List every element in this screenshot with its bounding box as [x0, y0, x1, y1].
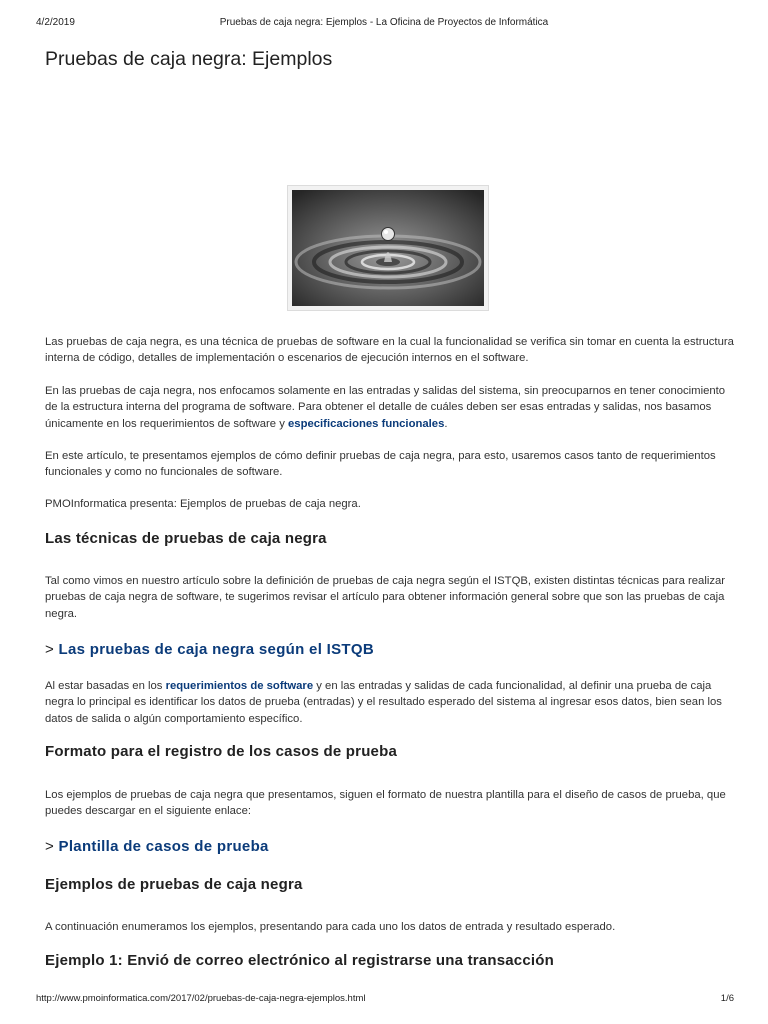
heading-formato: Formato para el registro de los casos de prueba: [45, 743, 398, 760]
intro-paragraph: Las pruebas de caja negra, es una técnica de pruebas de software en la cual la funcionalidad se verifica sin tomar en cuenta la estructura interna de código, detalles de implementación o escenarios de ejecución internos en el software.: [45, 336, 734, 365]
paragraph-requerimientos: [45, 678, 735, 727]
paragraph-continuacion: A continuación enumeramos los ejemplos, presentando para cada uno los datos de entrada y resultado esperado.: [45, 921, 616, 933]
water-drop-illustration: [292, 190, 484, 306]
article-title: Pruebas de caja negra: Ejemplos: [45, 48, 333, 70]
paragraph-text: Al estar basadas en los: [45, 680, 166, 692]
paragraph-plantilla: Los ejemplos de pruebas de caja negra que presentamos, siguen el formato de nuestra plantilla para el diseño de casos de prueba, que puedes descargar en el siguiente enlace:: [45, 789, 726, 818]
print-header: [0, 17, 768, 31]
paragraph-text: En las pruebas de caja negra, nos enfocamos solamente en las entradas y salidas del sistema, sin preocuparnos en tener conocimiento de la estructura interna del programa de software. Para obtener el detalle de cuáles deben ser esas entradas y salidas, nos basamos únicamente en los requerimientos de software y: [45, 385, 726, 430]
heading-ejemplo-1: Ejemplo 1: Envió de correo electrónico al registrarse una transacción: [45, 952, 554, 969]
link-plantilla-casos-prueba[interactable]: Plantilla de casos de prueba: [58, 838, 269, 855]
link-pruebas-istqb[interactable]: Las pruebas de caja negra según el ISTQB: [58, 641, 374, 658]
paragraph-text: y en las entradas y salidas de cada funcionalidad, al definir una prueba de caja negra lo principal es identificar los datos de prueba (entradas) y el resultado esperado del sistema al ingresar esos datos, bien sean los datos de salida o algún comportamiento específico.: [45, 680, 722, 725]
heading-tecnicas: Las técnicas de pruebas de caja negra: [45, 530, 327, 547]
print-date: 4/2/2019: [36, 17, 75, 28]
related-link-plantilla: [45, 838, 269, 855]
print-page-title: Pruebas de caja negra: Ejemplos - La Oficina de Proyectos de Informática: [219, 17, 549, 28]
paragraph-istqb: Tal como vimos en nuestro artículo sobre la definición de pruebas de caja negra según el ISTQB, existen distintas técnicas para realizar pruebas de caja negra de software, te sugerimos revisar el artículo para obtener información general sobre que son las pruebas de caja negra.: [45, 575, 726, 620]
heading-ejemplos: Ejemplos de pruebas de caja negra: [45, 876, 303, 893]
paragraph-pmoinformatica: PMOInformatica presenta: Ejemplos de pruebas de caja negra.: [45, 498, 361, 510]
chevron-right-icon: >: [45, 641, 55, 658]
page-number: 1/6: [720, 993, 734, 1004]
link-especificaciones-funcionales[interactable]: especificaciones funcionales: [288, 417, 445, 430]
paragraph-end: .: [444, 417, 448, 430]
link-requerimientos-de-software[interactable]: requerimientos de software: [165, 680, 314, 692]
chevron-right-icon: >: [45, 838, 55, 855]
print-footer: [0, 993, 768, 1007]
paragraph-articulo: En este artículo, te presentamos ejemplos de cómo definir pruebas de caja negra, para esto, usaremos casos tanto de requerimientos funcionales y como no funcionales de software.: [45, 450, 716, 479]
water-drop-image: [287, 185, 489, 311]
paragraph-entradas-salidas: [45, 383, 735, 432]
related-link-istqb: [45, 641, 374, 658]
print-url: http://www.pmoinformatica.com/2017/02/pruebas-de-caja-negra-ejemplos.html: [36, 993, 366, 1004]
